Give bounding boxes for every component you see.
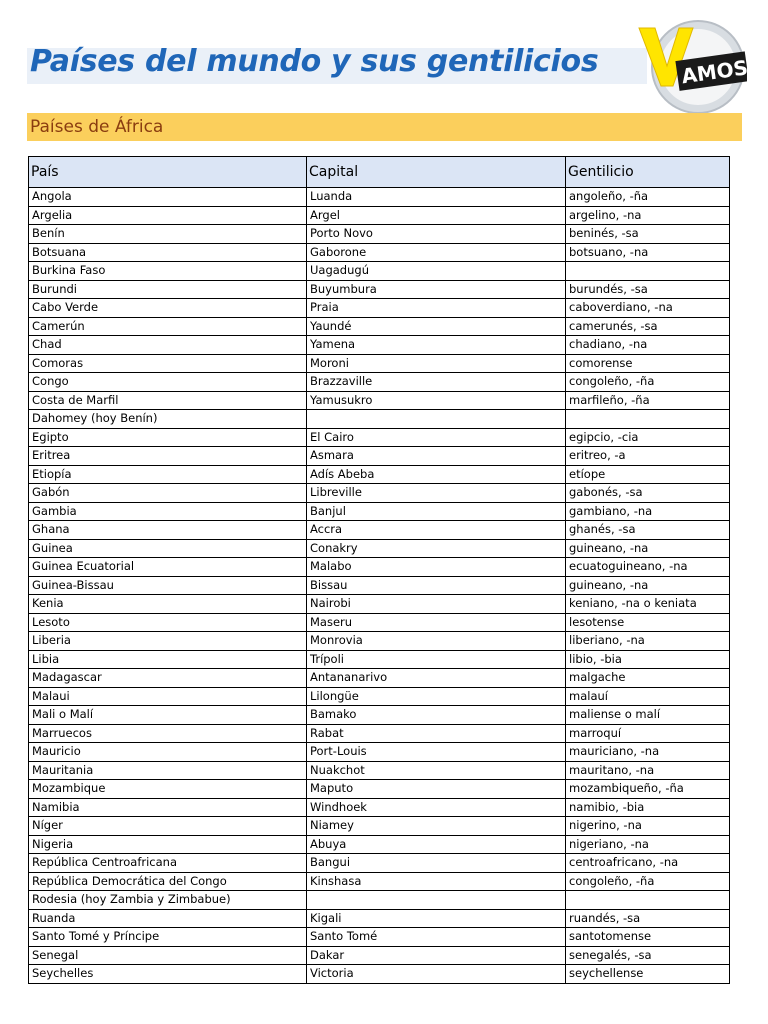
demonym-cell: nigerino, -na (566, 817, 730, 836)
country-cell: Etiopía (29, 465, 307, 484)
capital-cell: Victoria (307, 965, 566, 984)
demonym-cell (566, 262, 730, 281)
demonym-cell: egipcio, -cia (566, 428, 730, 447)
table-row (29, 521, 730, 540)
demonym-cell: ecuatoguineano, -na (566, 558, 730, 577)
demonym-cell: mauriciano, -na (566, 743, 730, 762)
demonym-cell (566, 410, 730, 429)
country-cell: Kenia (29, 595, 307, 614)
country-cell: Liberia (29, 632, 307, 651)
table-header-row (29, 157, 730, 188)
country-cell: Mozambique (29, 780, 307, 799)
capital-cell: Windhoek (307, 798, 566, 817)
capital-cell: Accra (307, 521, 566, 540)
table-row (29, 484, 730, 503)
capital-cell: Banjul (307, 502, 566, 521)
demonym-cell: seychellense (566, 965, 730, 984)
capital-cell: Kigali (307, 909, 566, 928)
capital-cell (307, 891, 566, 910)
table-row (29, 743, 730, 762)
country-cell: Guinea (29, 539, 307, 558)
table-row (29, 243, 730, 262)
page-title: Países del mundo y sus gentilicios (30, 44, 599, 79)
table-row (29, 465, 730, 484)
demonym-cell: guineano, -na (566, 576, 730, 595)
country-cell: Guinea-Bissau (29, 576, 307, 595)
table-row (29, 761, 730, 780)
capital-cell: El Cairo (307, 428, 566, 447)
capital-cell: Buyumbura (307, 280, 566, 299)
capital-cell: Gaborone (307, 243, 566, 262)
capital-cell: Santo Tomé (307, 928, 566, 947)
capital-cell: Uagadugú (307, 262, 566, 281)
capital-cell: Maputo (307, 780, 566, 799)
demonym-cell: comorense (566, 354, 730, 373)
country-cell: Gabón (29, 484, 307, 503)
country-cell: Angola (29, 188, 307, 207)
country-cell: Mali o Malí (29, 706, 307, 725)
capital-cell: Antananarivo (307, 669, 566, 688)
capital-cell: Yaundé (307, 317, 566, 336)
capital-cell: Moroni (307, 354, 566, 373)
country-cell: República Centroafricana (29, 854, 307, 873)
table-row (29, 225, 730, 244)
demonym-cell: mozambiqueño, -ña (566, 780, 730, 799)
table-row (29, 724, 730, 743)
table-row (29, 780, 730, 799)
capital-cell: Argel (307, 206, 566, 225)
table-row (29, 391, 730, 410)
country-cell: Senegal (29, 946, 307, 965)
table-row (29, 632, 730, 651)
country-cell: Congo (29, 373, 307, 392)
capital-cell: Asmara (307, 447, 566, 466)
table-row (29, 835, 730, 854)
table-row (29, 650, 730, 669)
table-row (29, 373, 730, 392)
demonym-cell: congoleño, -ña (566, 373, 730, 392)
section-title: Países de África (30, 117, 164, 137)
table-row (29, 595, 730, 614)
demonym-cell: malgache (566, 669, 730, 688)
capital-cell: Maseru (307, 613, 566, 632)
table-row (29, 558, 730, 577)
country-cell: Burundi (29, 280, 307, 299)
capital-cell: Dakar (307, 946, 566, 965)
capital-cell: Brazzaville (307, 373, 566, 392)
country-cell: Mauritania (29, 761, 307, 780)
capital-cell: Kinshasa (307, 872, 566, 891)
table-row (29, 539, 730, 558)
table-row (29, 891, 730, 910)
country-cell: Argelia (29, 206, 307, 225)
country-cell: Botsuana (29, 243, 307, 262)
vamos-logo (635, 18, 747, 116)
table-row (29, 669, 730, 688)
table-row (29, 188, 730, 207)
table-row (29, 336, 730, 355)
country-cell: Ghana (29, 521, 307, 540)
country-cell: Burkina Faso (29, 262, 307, 281)
capital-cell: Conakry (307, 539, 566, 558)
demonym-cell: beninés, -sa (566, 225, 730, 244)
table-row (29, 410, 730, 429)
table-row (29, 447, 730, 466)
capital-cell: Niamey (307, 817, 566, 836)
table-row (29, 909, 730, 928)
country-cell: Camerún (29, 317, 307, 336)
capital-cell: Trípoli (307, 650, 566, 669)
country-cell: Benín (29, 225, 307, 244)
country-cell: Eritrea (29, 447, 307, 466)
country-cell: Lesoto (29, 613, 307, 632)
country-cell: Guinea Ecuatorial (29, 558, 307, 577)
country-cell: Mauricio (29, 743, 307, 762)
capital-cell: Porto Novo (307, 225, 566, 244)
country-cell: Rodesia (hoy Zambia y Zimbabue) (29, 891, 307, 910)
country-cell: Libia (29, 650, 307, 669)
country-cell: Santo Tomé y Príncipe (29, 928, 307, 947)
table-row (29, 687, 730, 706)
capital-cell: Abuya (307, 835, 566, 854)
demonym-cell: nigeriano, -na (566, 835, 730, 854)
demonym-cell: botsuano, -na (566, 243, 730, 262)
country-cell: Malaui (29, 687, 307, 706)
section-header (27, 113, 742, 141)
demonym-cell: chadiano, -na (566, 336, 730, 355)
table-row (29, 502, 730, 521)
demonym-cell: etíope (566, 465, 730, 484)
table-row (29, 613, 730, 632)
table-row (29, 854, 730, 873)
demonym-cell: burundés, -sa (566, 280, 730, 299)
demonym-cell: malauí (566, 687, 730, 706)
country-cell: Marruecos (29, 724, 307, 743)
demonym-cell: ruandés, -sa (566, 909, 730, 928)
demonym-cell: angoleño, -ña (566, 188, 730, 207)
demonym-cell: marroquí (566, 724, 730, 743)
capital-cell: Praia (307, 299, 566, 318)
capital-cell: Port-Louis (307, 743, 566, 762)
table-row (29, 946, 730, 965)
capital-cell: Bissau (307, 576, 566, 595)
table-row (29, 299, 730, 318)
table-row (29, 872, 730, 891)
table-row (29, 965, 730, 984)
capital-cell: Yamusukro (307, 391, 566, 410)
table-row (29, 262, 730, 281)
country-cell: Nigeria (29, 835, 307, 854)
table-row (29, 817, 730, 836)
capital-cell: Yamena (307, 336, 566, 355)
column-header-capital: Capital (307, 157, 566, 188)
capital-cell: Rabat (307, 724, 566, 743)
demonym-cell: argelino, -na (566, 206, 730, 225)
demonym-cell: guineano, -na (566, 539, 730, 558)
table-row (29, 428, 730, 447)
capital-cell: Nuakchot (307, 761, 566, 780)
capital-cell: Adís Abeba (307, 465, 566, 484)
column-header-demonym: Gentilicio (566, 157, 730, 188)
capital-cell: Malabo (307, 558, 566, 577)
country-cell: Comoras (29, 354, 307, 373)
demonym-cell: camerunés, -sa (566, 317, 730, 336)
table-row (29, 354, 730, 373)
demonym-cell: liberiano, -na (566, 632, 730, 651)
country-cell: Dahomey (hoy Benín) (29, 410, 307, 429)
country-cell: Chad (29, 336, 307, 355)
demonym-cell: mauritano, -na (566, 761, 730, 780)
demonym-cell: senegalés, -sa (566, 946, 730, 965)
demonym-cell: santotomense (566, 928, 730, 947)
demonym-cell: libio, -bia (566, 650, 730, 669)
demonym-cell: congoleño, -ña (566, 872, 730, 891)
demonym-cell: namibio, -bia (566, 798, 730, 817)
table-row (29, 576, 730, 595)
country-cell: Namibia (29, 798, 307, 817)
capital-cell (307, 410, 566, 429)
demonym-cell (566, 891, 730, 910)
capital-cell: Nairobi (307, 595, 566, 614)
country-cell: Madagascar (29, 669, 307, 688)
country-cell: Ruanda (29, 909, 307, 928)
vamos-logo-graphic (635, 18, 747, 116)
demonym-cell: gambiano, -na (566, 502, 730, 521)
countries-table (28, 156, 730, 984)
capital-cell: Luanda (307, 188, 566, 207)
capital-cell: Libreville (307, 484, 566, 503)
country-cell: Gambia (29, 502, 307, 521)
country-cell: Costa de Marfil (29, 391, 307, 410)
demonym-cell: caboverdiano, -na (566, 299, 730, 318)
table-row (29, 206, 730, 225)
country-cell: Egipto (29, 428, 307, 447)
country-cell: Cabo Verde (29, 299, 307, 318)
table-row (29, 317, 730, 336)
capital-cell: Lilongüe (307, 687, 566, 706)
capital-cell: Bamako (307, 706, 566, 725)
demonym-cell: marfileño, -ña (566, 391, 730, 410)
capital-cell: Monrovia (307, 632, 566, 651)
table-row (29, 798, 730, 817)
demonym-cell: gabonés, -sa (566, 484, 730, 503)
demonym-cell: eritreo, -a (566, 447, 730, 466)
demonym-cell: centroafricano, -na (566, 854, 730, 873)
svg-text:AMOS: AMOS (679, 55, 747, 89)
country-cell: República Democrática del Congo (29, 872, 307, 891)
table-row (29, 706, 730, 725)
country-cell: Seychelles (29, 965, 307, 984)
demonym-cell: ghanés, -sa (566, 521, 730, 540)
table-row (29, 928, 730, 947)
column-header-country: País (29, 157, 307, 188)
demonym-cell: keniano, -na o keniata (566, 595, 730, 614)
demonym-cell: maliense o malí (566, 706, 730, 725)
country-cell: Níger (29, 817, 307, 836)
demonym-cell: lesotense (566, 613, 730, 632)
table-row (29, 280, 730, 299)
capital-cell: Bangui (307, 854, 566, 873)
